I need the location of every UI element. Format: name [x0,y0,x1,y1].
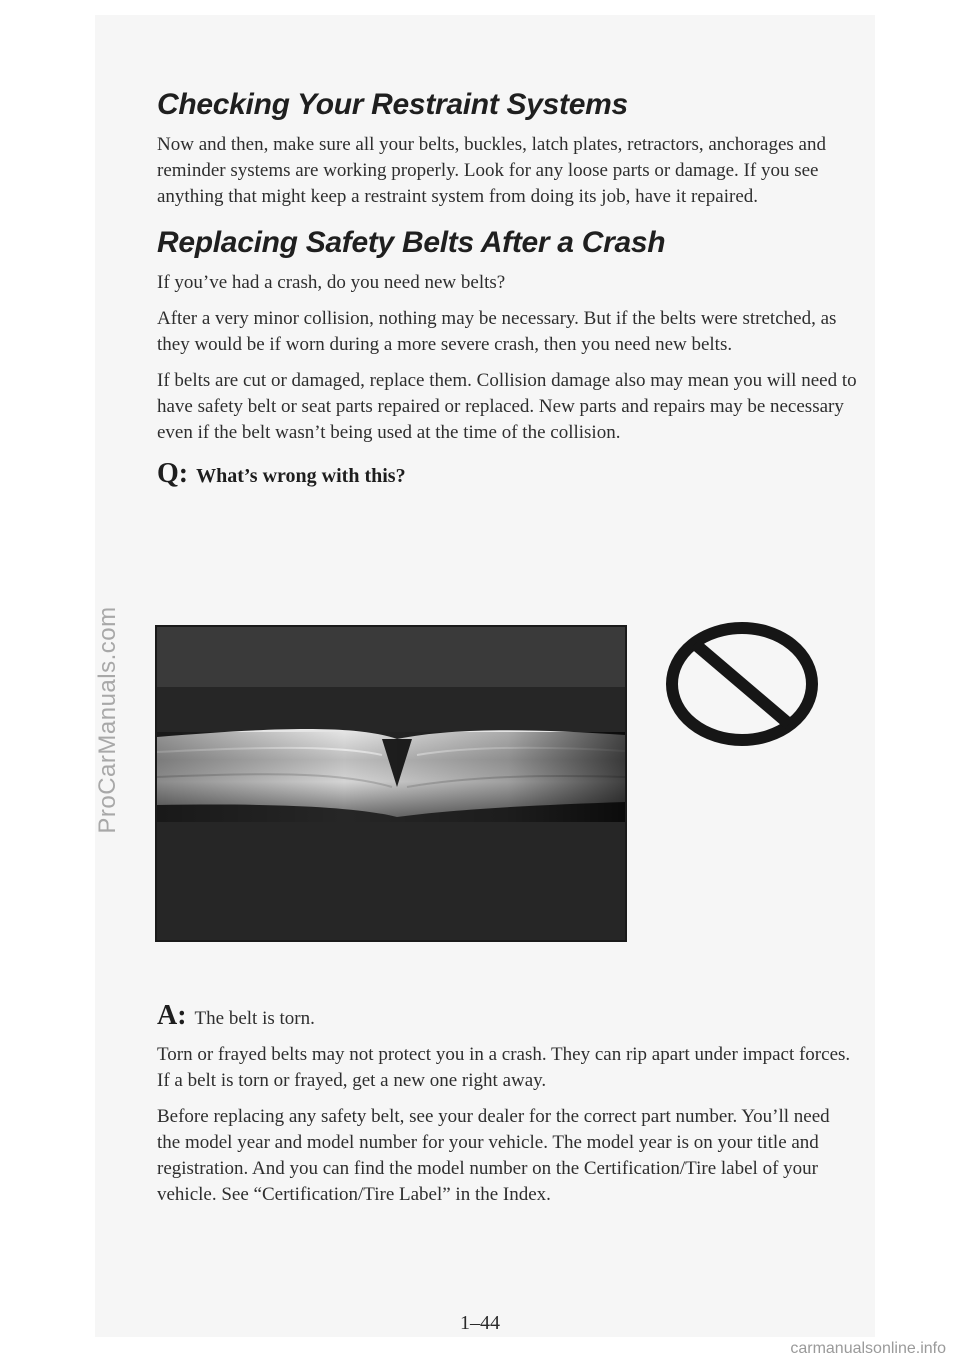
heading-checking-restraints: Checking Your Restraint Systems [157,88,628,121]
paragraph-minor-collision: After a very minor collision, nothing may be necessary. But if the belts were stretched, as they would be if worn during a more severe crash, then you need new belts. [157,308,837,355]
paragraph-torn-frayed: Torn or frayed belts may not protect you in a crash. They can rip apart under impact forces. If a belt is torn or frayed, get a new one right away. [157,1044,851,1091]
heading-replacing-belts: Replacing Safety Belts After a Crash [157,226,666,259]
page-number: 1–44 [460,1312,500,1334]
question-mark-label: Q: [157,458,189,489]
bottom-watermark: carmanualsonline.info [790,1340,946,1357]
paragraph-checking-restraints: Now and then, make sure all your belts, buckles, latch plates, retractors, anchorages and reminder systems are working properly. Look for any loose parts or damage. If you see anything that might keep a restraint system from doing its job, have it repaired. [157,134,826,207]
torn-belt-photo [155,625,627,942]
question-line [157,458,857,490]
prohibited-icon [665,622,820,747]
main-content [157,88,857,490]
answer-text: The belt is torn. [194,1008,315,1029]
answer-mark-label: A: [157,1000,187,1031]
paragraph-replacing-belt: Before replacing any safety belt, see your dealer for the correct part number. You’ll need the model year and model number for your vehicle. The model year is on your title and registration. And you can find the model number on the Certification/Tire label of your vehicle. See “Certification/Tire Label” in the Index. [157,1106,830,1205]
side-watermark: ProCarManuals.com [94,606,121,834]
question-text: What’s wrong with this? [196,465,406,487]
paragraph-crash-question: If you’ve had a crash, do you need new belts? [157,272,506,293]
paragraph-cut-damaged: If belts are cut or damaged, replace them. Collision damage also may mean you will need to have safety belt or seat parts repaired or replaced. New parts and repairs may be necessary even if the belt wasn’t being used at the time of the collision. [157,370,857,443]
torn-belt-illustration [157,627,625,940]
answer-line [157,1000,857,1032]
answer-block [157,1000,857,1208]
